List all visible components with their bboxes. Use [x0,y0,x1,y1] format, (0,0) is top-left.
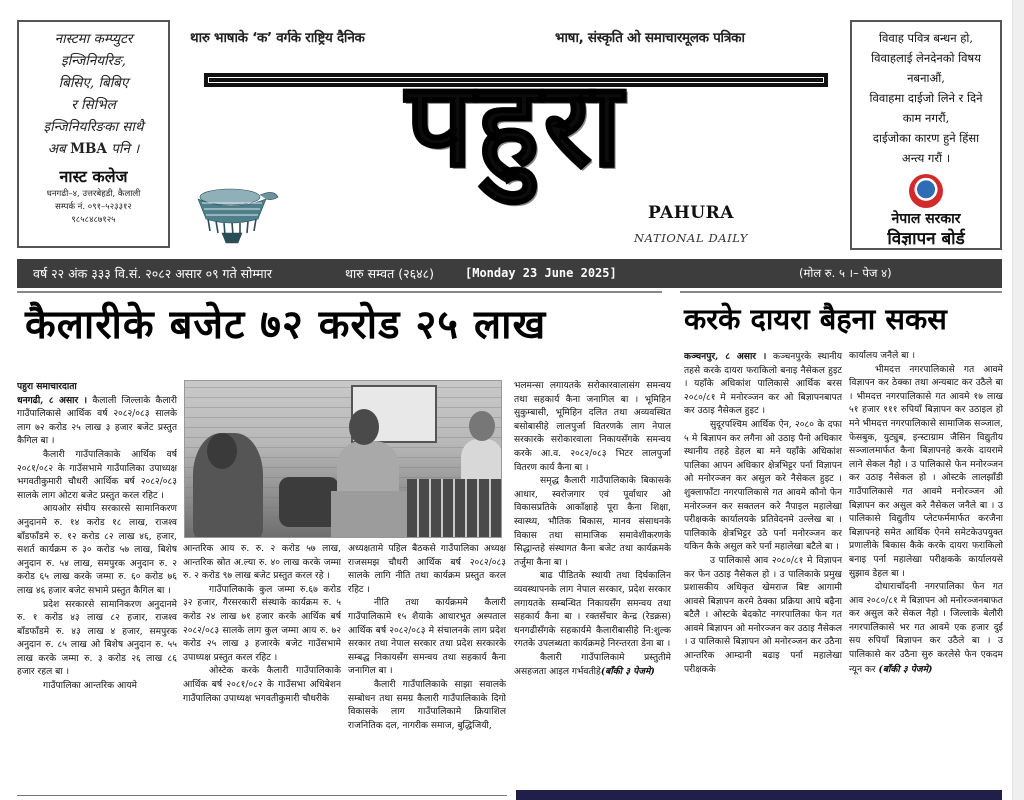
ad-mba-prefix: अब [47,141,71,157]
ad-college-name: नास्ट कलेज [59,167,128,186]
paragraph: भलमन्सा लगायतके सरोकारवालासंग समन्वय तथा सहकार्य कैना जनागिल बा । भूमिहिन सुकुम्बासी, भूमिहिन दलित तथा अव्यवस्थित बसोबासीहे लालपुर्जा वितरणके लाग नेपाल सरकारके सरोकारवाला निकायसँगके समन्वय करके आ.व. २०८२/०८३ भिटर लालपुर्जा वितरण कार्य कैना बा । [514,381,671,473]
divider [17,795,507,796]
ad-mba-line [21,138,166,160]
ad-line: इन्जिनियरिङ, [61,53,126,69]
dateline: कञ्चनपुर, ८ असार । [684,351,767,362]
paragraph: बाढ पीडितके स्थायी तथा दिर्घकालिन व्यवस्थापनके लाग नेपाल सरकार, प्रदेश सरकार लगायतके सम्बन्धित निकायसँग समन्वय तथा सहकार्य कैना बा । रक्तसँचार केन्द्र (रेडक्रस) धनगढीसँगके सहकार्यमे कैलारीबासीहे नि:शुल्क रगतके उपलब्धता कार्यक्रमहे निरन्तरता डेना बा । [514,571,671,650]
paragraph: उ पालिकासे आव २०८०/८१ मे विज्ञापन कर फेन उठाइ नैसेकल हो । उ पालिकाके प्रमुख प्रशासकीय अधिकृत खेमराज बिष्ट आगामी आवसे बिज्ञापन करमे ठेक्का प्रक्रिया आघे बढ़ैना बटैलै । ओस्टके बेदकोट नगरपालिका फेन गत आवमे बिज्ञापन ओ मनोरञ्जन कर उठाइ नैसेकल । उ पालिकासे बिज्ञापन ओ मनोरञ्जन कर उठैना आन्तरिक आम्दानी बढाइ पर्ना महालेखा परीक्षकके [684,555,842,675]
paragraph-text: कैलाली जिल्लाके कैलारी गाउँपालिकासे आर्थिक वर्ष २०८२/०८३ सालके लाग ७२ करोड २५ लाख ३ हजार बजेट प्रस्तुत कैगिल बा । [17,395,177,447]
basket-emblem-icon [188,183,284,245]
main-story-column-4 [514,380,671,785]
paragraph: सुदूरपश्चिम आर्थिक ऐन, २०८० के दफा ५ मे बिज्ञापन कर लगैना ओ उठाइ पैनो अधिकार स्थानीय तहहे डेहल बा मने यहाँके अधिकांश पालिका आपन अधिकार क्षेत्रभिट्टर पर्ना विज्ञापन ओ मनोरञ्जन कर असुल करे नैसेकल हुइट । शुक्लाफाँटा नगरपालिकासे गत आवमे कौनो फेन मनोरञ्जन कर सक्तलन करे नैपाइल महालेखा परीक्षकके कार्यालयके प्रतिवेदनमे उल्लेख बा । पालिकाके क्षेत्रभिट्टर उठे पर्ना मनोरञ्जन कर यकिन कैके असुल करे पर्ना महालेखा बटैले बा । [684,419,842,553]
masthead-logo[interactable] [196,55,836,193]
issue-date-bar [17,259,1002,288]
paragraph: प्रदेश सरकारसे सामानिकरण अनुदानमे रु. १ करोड ४३ लाख ८२ हजार, राजश्व बाँडफाँडमे रु. ४३ लाख ४ हजार, समपुरक अनुदान रु. ८५ लाख ओ बिशेष अनुदान रु. ५५ लाख करके जम्मा रु. ३ करोड २६ लाख ८६ हजार रहल बा । [17,599,177,678]
ad-line: दाईजोका कारण हुने हिंसा [872,131,980,145]
tagline-right: भाषा, संस्कृति ओ समाचारमूलक पत्रिका [555,30,745,46]
paragraph [514,652,671,680]
paragraph: गाउँपालिकाके कुल जम्मा रु.६७ करोड ३२ हजार, गैरसरकारी संस्थाके कार्यक्रम रु. ५ करोड २४ लाख ७१ हजार करके आर्थिक बर्ष २०८२/०८३ सालके लाग कुल जम्मा आय रु. ७२ करोड २५ लाख ३ हजारके बजेट गाउँसभामे उपाध्यक्ष प्रस्तुत करल रहिट । [183,584,341,663]
tagline-left: थारु भाषाके ‘क’ वर्गके राष्ट्रिय दैनिक [190,30,365,46]
continued-link[interactable]: (बाँकी ३ पेजमे) [878,663,933,675]
photo-person-head [349,409,379,445]
paragraph [849,581,1003,677]
paragraph: अध्यक्षतामे पहिल बैठकसे गाउँपालिका अध्यक्ष राजसमझ चौधरी आर्थिक बर्ष २०८२/०८३ सालके लागि नीति तथा कार्यक्रम प्रस्तुत करल रहिट । [348,544,506,595]
ad-line: बिसिए, बिबिए [58,75,129,91]
ad-government: नेपाल सरकार [891,211,961,227]
ad-line: इन्जिनियरिङका साथै [43,119,144,135]
ad-mba-suffix: पनि । [106,141,140,157]
ad-line: नास्टमा कम्प्युटर [54,31,133,47]
ad-line: विवाह पवित्र बन्धन हो, [878,31,974,45]
photo-table [407,479,502,538]
ad-line: काम नगरौं, [902,111,950,125]
paragraph-text: कञ्चनपुरके स्थानीय तहसे करके दायरा फराकिलो बनाइ नैसेकल हुइट । यहाँके अधिकांश पालिकासे आर्थिक बरस २०८०/८१ मे मनोरञ्जन कर ओ बिज्ञापनबापत कर उठाइ नैसेकल हुइट । [684,352,842,417]
paragraph: कैलारी गाउँपालिकाके आर्थिक वर्ष २०८१/०८२ के गाउँसभामे गाउँपालिका उपाध्यक्ष भगवतीकुमारी चौधरी आर्थिक बर्ष २०८२/०८३ सालके लाग ओटरा बजेट प्रस्तुत करल रहिट । [17,449,177,501]
ad-advertising-board[interactable] [850,20,1002,250]
ad-contact: सम्पर्क नं. ०९१–५२३३१२ [55,202,132,212]
second-story-column-1 [684,350,842,785]
photo-person-head [469,411,495,441]
paragraph: गाउँपालिका आन्तरिक आयमे [43,681,137,692]
photo-person-head [207,433,237,469]
english-date: [Monday 23 June 2025] [465,266,617,280]
dateline: धनगढी, ८ असार । [17,394,88,406]
tharu-era: थारु सम्वत (२६४८) [345,266,434,281]
paragraph: भीमदत्त नगरपालिकासे गत आवमे विज्ञापन कर ठेक्का तथा अन्यबाट कर उठैले बा । भीमदत्त नगरपालिकासे गत आवमे १७ लाख ५१ हजार १११ रुपियाँ बिज्ञापन कर उठाइल हो मने भीमदत्त नगरपालिकासे सामाजिक सञ्जाल, फेसबुक, युट्युब, इन्स्टाग्राम जैसिन विद्युतीय सञ्जालमार्फत कैना बिज्ञापनहे करके दायरामे लाने सेकल नैहो । उ पालिकासे फेन मनोरञ्जन कर उठाइ नैसेकल हो । ओस्टके लालझाँडी गाउँपालिकासे गत आवमे मनोरञ्जन ओ बिज्ञापन कर असुल करे नैसेकल जनैले बा । उ पालिकासे विद्युतीय प्लेटफर्ममार्फत करजैना बिज्ञापनहे समेत आर्थिक ऐनमे समेटकेउपयुक्त प्रणालीके बिकास कैके करके दायरा फराकिलो बनाइ पर्ना महालेखा परीक्षकके कार्यालयसे सुझाव डेहल बा । [849,364,1003,579]
byline: पहुरा समाचारदाता [17,381,77,392]
paragraph: कैलारी गाउँपालिकाके साझा सवालके सम्बोधन तथा समग्र कैलारी गाउँपालिकाके दिगो विकासके लाग गाउँपालिकामे क्रियाशिल राजनितिक दल, नागरीक समाज, बुद्धिजियी, [348,679,506,731]
paragraph: आयओर संघीय सरकारसे सामानिकरण अनुदानमे रु. १४ करोड १८ लाख, राजश्व बाँडफाँडमे रु. १२ करोड ८२ लाख ४६, हजार, सशर्त कार्यक्रम रु ३० करोड ५७ लाख, बिशेष अनुदान रु. ५४ लाख, समपुरक अनुदान रु. २ करोड ६५ लाख करके जम्मा रु. ६० करोड ७६ लाख ४६ हजार बजेट सभामे प्रस्तुत कैगिल बा । [17,504,177,596]
divider [680,291,1002,293]
ad-mobile: ९८५८४८७१२५ [71,215,116,225]
ad-line: विवाहलाई लेनदेनको विषय [871,51,981,65]
second-story-column-2 [849,350,1003,785]
main-story-column-3 [348,543,506,785]
logo-text: पहुरा [405,55,627,193]
paragraph-text: दोधाराचाँदनी नगरपालिका फेन गत आव २०८०/८१ मे बिज्ञापन ओ मनोरञ्जनबाफत कर असुल करे सेकल नैहो । जिल्लाके बेलौरी नगरपालिकासे भर गत आवमे एक हजार दुई सय रुपियाँ बिज्ञापन कर उठैले बा । उ पालिकासे कर उठैना सुरु करलेसे फेन एकदम न्यून कर [849,582,1003,675]
ad-line: नबनाऔं, [907,71,945,85]
masthead-subtitle: NATIONAL DAILY [634,231,748,245]
vertical-scrollbar[interactable] [1012,0,1024,800]
bottom-color-band [516,790,1002,800]
paragraph: आन्तरिक आय रु. रु. २ करोड ५७ लाख, आन्तरिक स्रोत अ.ल्या रु. ४० लाख करके जम्मा रु. २ करोड ९७ लाख बजेट प्रस्तुत करल रहे । [183,544,341,582]
divider [17,291,662,293]
ad-nast-college[interactable] [17,20,170,248]
paragraph: ओस्टेक करके कैलारी गाउँपालिकाके आर्थिक बर्ष २०८१/०८२ के गाउँसभा अधिबेशन गाउँपालिका उपाध्यक्ष भगवतीकुमारी चौधरीके [183,666,341,704]
paragraph: कार्यालय जनैले बा । [849,351,916,361]
photo-podium [331,491,407,538]
main-story-column-1 [17,380,177,785]
ad-mba: MBA [70,141,107,157]
main-story-column-2 [183,543,341,785]
ad-line: विवाहमा दाईजो लिने र दिने [869,91,983,105]
paragraph: नीति तथा कार्यक्रममे कैलारी गाउँपालिकामे १५ शैयाके आधारभुत अस्पताल आर्थिक बर्ष २०८२/०८३ मे संचालनके लाग प्रदेश सरकार तथा नेपाल सरकार तथा प्रदेश सरकारके सम्बद्ध निकायसँग समन्वय तथा सहकार्य कैना जनागिल बा । [348,598,506,677]
news-photo[interactable] [184,380,502,538]
price-page: (मोल रु. ५ ।– पेज ४) [799,266,892,280]
issue-info: वर्ष २२ अंक ३३३ वि.सं. २०८२ असार ०९ गते सोम्मार [33,266,272,281]
main-headline[interactable]: कैलारीके बजेट ७२ करोड २५ लाख [25,302,547,348]
ad-board: विज्ञापन बोर्ड [887,229,965,249]
masthead-name-english: PAHURA [648,203,734,223]
lead-paragraph [684,350,842,419]
second-headline[interactable]: करके दायरा बैहना सकस [684,302,947,336]
ad-address: धनगढी–४, उत्तरबेहडी, कैलाली [46,189,141,199]
photo-sofa [279,477,339,527]
ad-line: र सिभिल [71,97,116,113]
paragraph-text: कैलारी गाउँपालिकामे प्रस्तुतीमे असहजता आइल गर्भवतीहे [514,652,671,678]
lead-paragraph [17,394,177,449]
paragraph: समृद्ध कैलारी गाउँपालिकाके बिकासके आधार, स्वरोजगार एवं पूर्वाधार ओ विकासप्रतिके आकाँक्षाहे पूरा कैना शिक्षा, स्वास्थ्य, भौतिक बिकास, मानव संसाधनके विकास तथा सामाजिक समावेशीकरणके सिद्धान्तहे संस्थागत कैना बजेट तथा कार्यक्रमके तर्जुमा कैना बा । [514,476,671,568]
nepal-government-emblem-icon [909,174,943,208]
ad-line: अन्त्य गरौं । [901,151,951,165]
continued-link[interactable]: (बाँकी ३ पेजमे) [600,666,655,678]
